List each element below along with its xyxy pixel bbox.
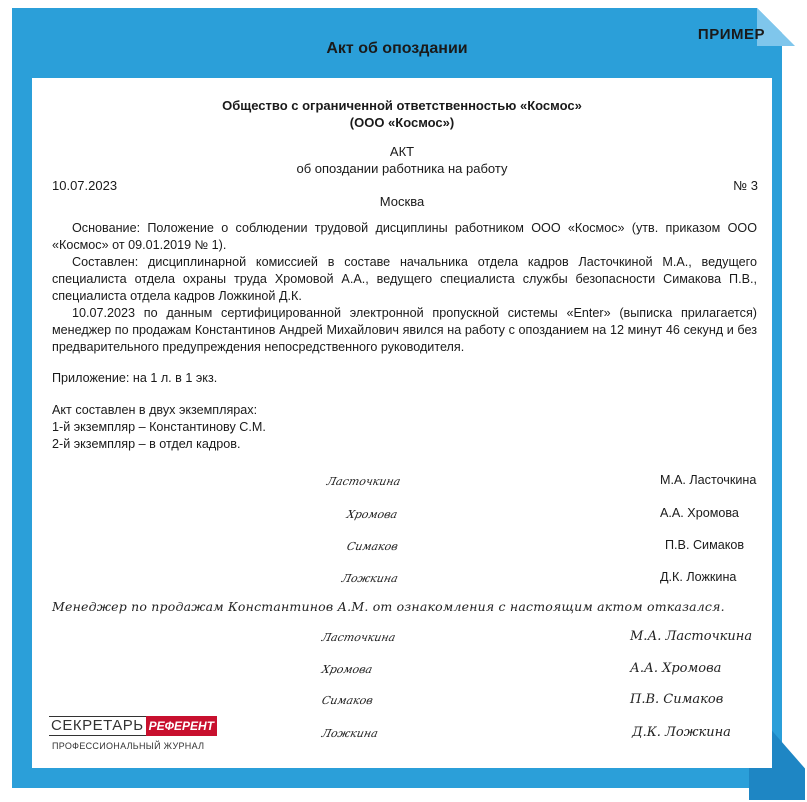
logo-part-1: СЕКРЕТАРЬ — [51, 717, 144, 734]
signatory-name: Д.К. Ложкина — [660, 570, 737, 584]
copy-2: 2-й экземпляр – в отдел кадров. — [52, 437, 241, 451]
signatory-name: П.В. Симаков — [665, 538, 745, 552]
signature-handwritten: Хромова — [345, 508, 399, 521]
act-body — [52, 220, 757, 356]
signature-handwritten: Симаков — [320, 694, 375, 707]
signature-handwritten: Хромова — [320, 663, 374, 676]
paragraph-basis: Основание: Положение о соблюдении трудовой дисциплины работником ООО «Космос» (утв. приказом ООО «Космос» от 09.01.2019 № 1). — [52, 221, 757, 252]
attachment-line: Приложение: на 1 л. в 1 экз. — [52, 371, 218, 385]
paragraph-commission: Составлен: дисциплинарной комиссией в составе начальника отдела кадров Ласточкиной М.А., ведущего специалиста отдела охраны труда Хромовой А.А., ведущего специалиста службы безопасности Симакова П.В., специалиста отдела кадров Ложкиной Д.К. — [52, 255, 757, 303]
publisher-logo — [49, 716, 217, 736]
page-title: Акт об опоздании — [326, 40, 468, 57]
org-name: Общество с ограниченной ответственностью «Космос» — [222, 98, 582, 113]
paragraph-facts: 10.07.2023 по данным сертифицированной электронной пропускной системы «Enter» (выписка прилагается) менеджер по продажам Константинов Андрей Михайлович явился на работу с опозданием на 12 минут 46 секунд и без предварительного предупреждения непосредственного руководителя. — [52, 306, 757, 354]
act-number: № 3 — [733, 178, 758, 193]
signatory-name-handwritten: Д.К. Ложкина — [632, 725, 731, 740]
signature-handwritten: Ласточкина — [320, 631, 397, 644]
copy-1: 1-й экземпляр – Константинову С.М. — [52, 420, 266, 434]
copies-title: Акт составлен в двух экземплярах: — [52, 403, 258, 417]
example-label: ПРИМЕР — [697, 26, 765, 43]
refusal-note: Менеджер по продажам Константинов А.М. от ознакомления с настоящим актом отказался. — [52, 599, 725, 614]
document-sheet — [32, 78, 772, 768]
signatory-name: А.А. Хромова — [660, 506, 739, 520]
act-city: Москва — [379, 194, 425, 209]
logo-subtitle: ПРОФЕССИОНАЛЬНЫЙ ЖУРНАЛ — [52, 741, 205, 751]
signature-handwritten: Ложкина — [320, 727, 380, 740]
signature-handwritten: Ложкина — [340, 572, 400, 585]
signatory-name-handwritten: А.А. Хромова — [630, 661, 722, 676]
signature-handwritten: Ласточкина — [325, 475, 402, 488]
act-title: АКТ — [389, 144, 415, 159]
signatory-name: М.А. Ласточкина — [660, 473, 757, 487]
act-date: 10.07.2023 — [52, 178, 118, 193]
signatory-name-handwritten: М.А. Ласточкина — [630, 629, 753, 644]
signature-handwritten: Симаков — [345, 540, 400, 553]
signatory-name-handwritten: П.В. Симаков — [630, 692, 724, 707]
act-subtitle: об опоздании работника на работу — [296, 161, 508, 176]
org-short-name: (ООО «Космос») — [349, 115, 455, 130]
logo-part-2: РЕФЕРЕНТ — [146, 716, 217, 736]
